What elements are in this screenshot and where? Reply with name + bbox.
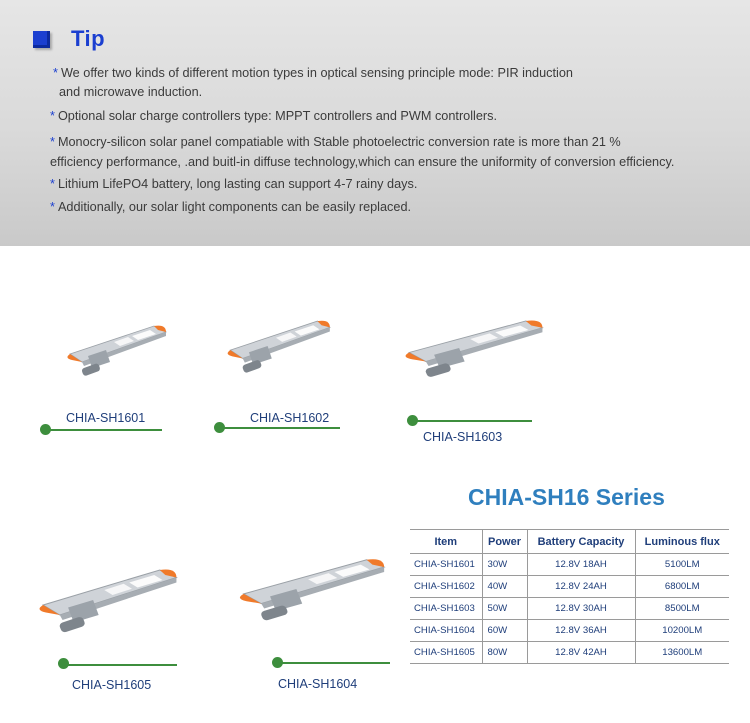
cell-power: 60W xyxy=(482,620,527,642)
tip-line xyxy=(53,66,573,81)
cell-flux: 13600LM xyxy=(635,642,729,664)
column-header: Item xyxy=(410,530,482,554)
star-icon: * xyxy=(50,109,55,123)
tip-line xyxy=(50,200,411,215)
street-light-image xyxy=(62,318,170,382)
tip-line xyxy=(50,155,674,170)
tip-title: Tip xyxy=(71,26,106,51)
cell-flux: 10200LM xyxy=(635,620,729,642)
column-header: Battery Capacity xyxy=(527,530,635,554)
series-title: CHIA-SH16 Series xyxy=(468,484,665,510)
product-label: CHIA-SH1602 xyxy=(250,411,330,425)
column-header: Power xyxy=(482,530,527,554)
product-label: CHIA-SH1601 xyxy=(66,411,146,425)
tip-text: Lithium LifePO4 battery, long lasting can support 4-7 rainy days. xyxy=(57,177,418,191)
table-row xyxy=(410,554,729,576)
table-row xyxy=(410,576,729,598)
tip-line xyxy=(50,177,417,192)
star-icon: * xyxy=(50,177,55,191)
cell-power: 80W xyxy=(482,642,527,664)
street-light-image xyxy=(222,312,334,380)
tip-text: Additionally, our solar light components can be easily replaced. xyxy=(57,200,412,214)
table-header-row xyxy=(410,530,729,554)
street-light-image xyxy=(398,312,548,384)
tip-line xyxy=(59,85,202,100)
cell-item: CHIA-SH1602 xyxy=(410,576,482,598)
star-icon: * xyxy=(50,200,55,214)
spec-table xyxy=(410,529,729,664)
cell-power: 30W xyxy=(482,554,527,576)
tip-line xyxy=(50,135,621,150)
table-row xyxy=(410,642,729,664)
column-header: Luminous flux xyxy=(635,530,729,554)
cell-battery: 12.8V 30AH xyxy=(527,598,635,620)
tip-text: We offer two kinds of different motion types in optical sensing principle mode: PIR induction xyxy=(60,66,573,80)
product-label: CHIA-SH1604 xyxy=(278,677,358,691)
tip-line xyxy=(50,109,497,124)
table-row xyxy=(410,598,729,620)
cell-battery: 12.8V 24AH xyxy=(527,576,635,598)
cell-item: CHIA-SH1601 xyxy=(410,554,482,576)
cell-battery: 12.8V 18AH xyxy=(527,554,635,576)
green-divider xyxy=(278,662,390,664)
cell-item: CHIA-SH1604 xyxy=(410,620,482,642)
cell-flux: 5100LM xyxy=(635,554,729,576)
green-divider xyxy=(412,420,532,422)
cell-power: 40W xyxy=(482,576,527,598)
cell-flux: 8500LM xyxy=(635,598,729,620)
street-light-image xyxy=(32,560,182,640)
cell-item: CHIA-SH1605 xyxy=(410,642,482,664)
cell-power: 50W xyxy=(482,598,527,620)
blue-square-icon xyxy=(33,31,50,48)
tip-text: and microwave induction. xyxy=(59,85,203,99)
green-divider xyxy=(64,664,177,666)
tip-text: efficiency performance, .and buitl-in diffuse technology,which can ensure the uniformity of conversion efficiency. xyxy=(50,155,675,169)
tip-text: Monocry-silicon solar panel compatiable with Stable photoelectric conversion rate is more than 21 % xyxy=(57,135,621,149)
green-divider xyxy=(220,427,340,429)
table-row xyxy=(410,620,729,642)
tip-panel xyxy=(0,0,750,246)
star-icon: * xyxy=(53,66,58,80)
tip-heading xyxy=(33,26,105,52)
cell-battery: 12.8V 42AH xyxy=(527,642,635,664)
cell-item: CHIA-SH1603 xyxy=(410,598,482,620)
tip-text: Optional solar charge controllers type: MPPT controllers and PWM controllers. xyxy=(57,109,498,123)
star-icon: * xyxy=(50,135,55,149)
product-label: CHIA-SH1605 xyxy=(72,678,152,692)
cell-flux: 6800LM xyxy=(635,576,729,598)
green-divider xyxy=(46,429,162,431)
street-light-image xyxy=(232,550,390,628)
product-label: CHIA-SH1603 xyxy=(423,430,503,444)
cell-battery: 12.8V 36AH xyxy=(527,620,635,642)
